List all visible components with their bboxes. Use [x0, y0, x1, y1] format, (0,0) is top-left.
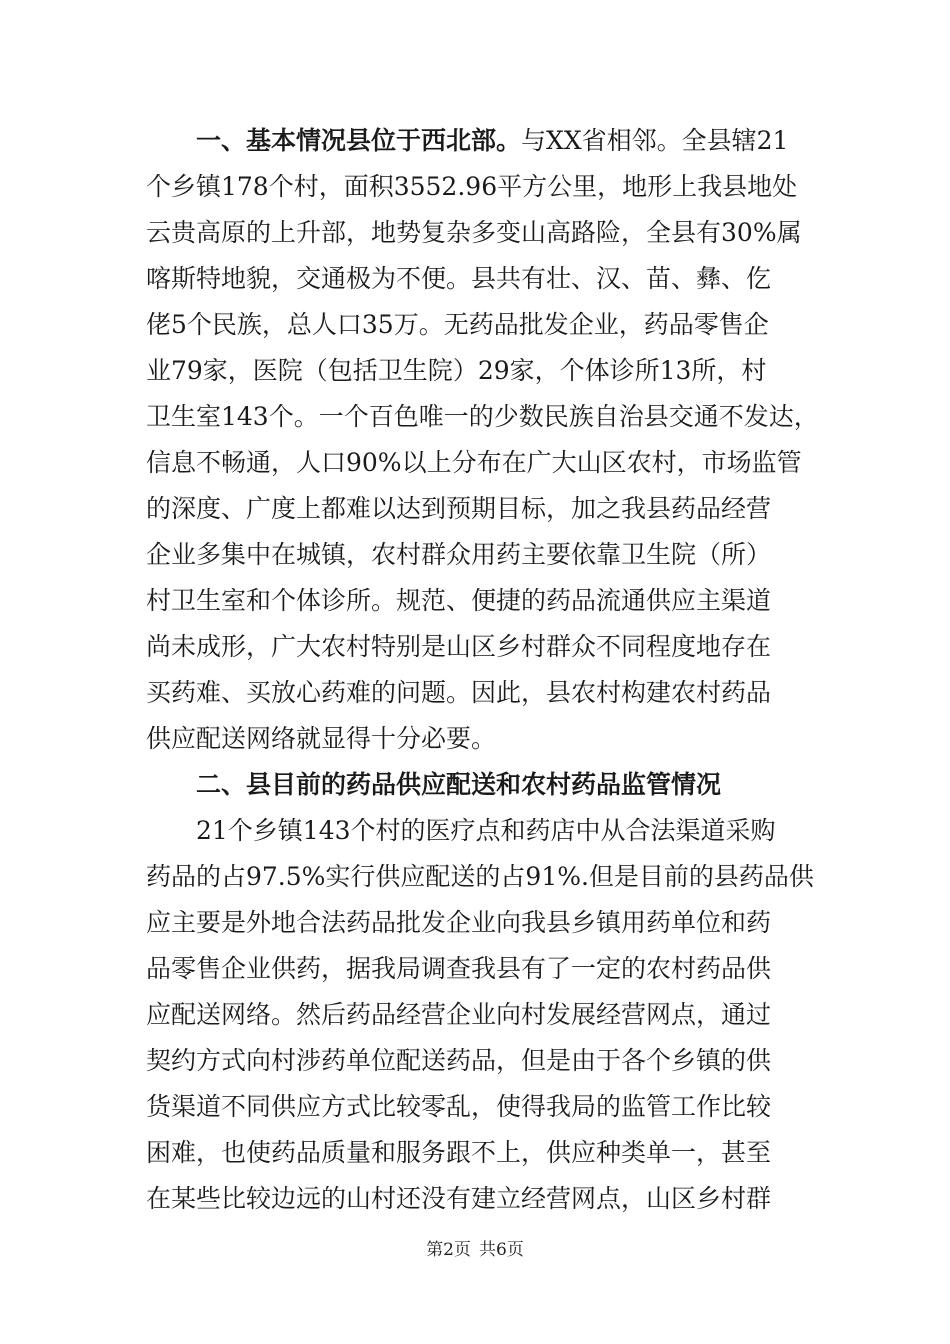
paragraph-line: 尚未成形，广大农村特别是山区乡村群众不同程度地存在	[146, 632, 772, 661]
paragraph-line: 买药难、买放心药难的问题。因此，县农村构建农村药品	[146, 678, 772, 707]
paragraph-line: 应配送网络。然后药品经营企业向村发展经营网点，通过	[146, 1000, 772, 1029]
paragraph-line: 企业多集中在城镇，农村群众用药主要依靠卫生院（所）	[146, 540, 772, 569]
paragraph-line: 业79家，医院（包括卫生院）29家，个体诊所13所，村	[146, 356, 767, 385]
paragraph-line: 云贵高原的上升部，地势复杂多变山高路险，全县有30%属	[146, 218, 802, 247]
paragraph-line	[0, 118, 950, 164]
paragraph-line: 品零售企业供药，据我局调查我县有了一定的农村药品供	[146, 954, 772, 983]
paragraph-line: 佬5个民族，总人口35万。无药品批发企业，药品零售企	[146, 310, 769, 339]
paragraph-line: 喀斯特地貌，交通极为不便。县共有壮、汉、苗、彝、仡	[146, 264, 772, 293]
section-heading: 二、县目前的药品供应配送和农村药品监管情况	[196, 770, 722, 799]
paragraph-line: 在某些比较边远的山村还没有建立经营网点，山区乡村群	[146, 1184, 772, 1213]
paragraph-line: 21个乡镇143个村的医疗点和药店中从合法渠道采购	[196, 816, 776, 845]
paragraph-line: 应主要是外地合法药品批发企业向我县乡镇用药单位和药	[146, 908, 772, 937]
paragraph-line: 村卫生室和个体诊所。规范、便捷的药品流通供应主渠道	[146, 586, 772, 615]
page-number: 第2页	[426, 1240, 471, 1260]
page-footer	[0, 1238, 950, 1262]
paragraph-line: 个乡镇178个村，面积3552.96平方公里，地形上我县地处	[146, 172, 798, 201]
paragraph-line: 信息不畅通，人口90%以上分布在广大山区农村，市场监管	[146, 448, 802, 477]
paragraph-line: 货渠道不同供应方式比较零乱，使得我局的监管工作比较	[146, 1092, 772, 1121]
paragraph-line: 卫生室143个。一个百色唯一的少数民族自治县交通不发达，	[146, 402, 819, 431]
paragraph-line: 供应配送网络就显得十分必要。	[146, 724, 497, 753]
paragraph-line: 的深度、广度上都难以达到预期目标，加之我县药品经营	[146, 494, 772, 523]
page-total: 共6页	[479, 1240, 524, 1260]
paragraph-line: 契约方式向村涉药单位配送药品，但是由于各个乡镇的供	[146, 1046, 772, 1075]
paragraph-line: 困难，也使药品质量和服务跟不上，供应种类单一，甚至	[146, 1138, 772, 1167]
section-heading-lead: 一、基本情况县位于西北部。	[196, 126, 522, 155]
paragraph-line: 药品的占97.5%实行供应配送的占91%.但是目前的县药品供	[146, 862, 814, 891]
paragraph-text: 与XX省相邻。全县辖21	[521, 126, 789, 155]
